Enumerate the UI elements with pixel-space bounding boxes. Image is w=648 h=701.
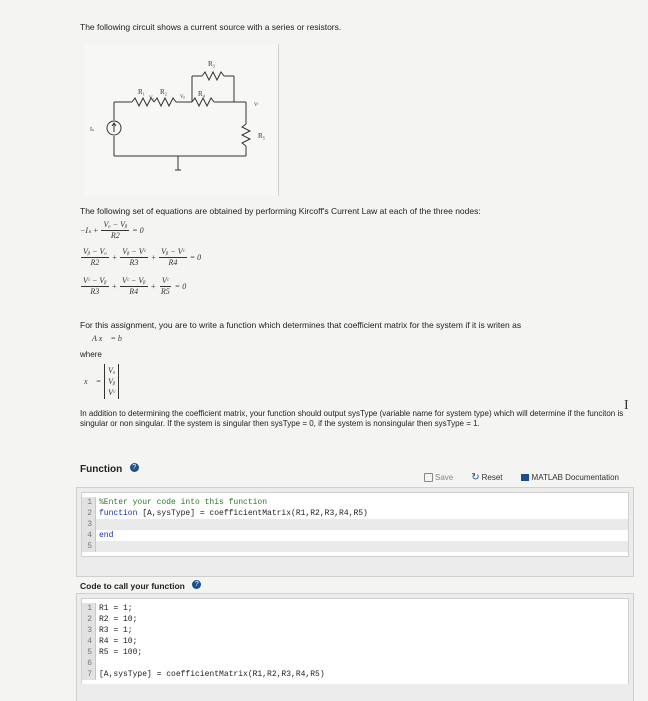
save-icon <box>424 473 433 482</box>
line-number: 1 <box>82 497 96 508</box>
vector-entry-vb: Vᵦ <box>108 377 116 386</box>
label-vb: Vᵦ <box>180 95 186 100</box>
save-button[interactable] <box>424 473 453 482</box>
line-number: 2 <box>82 614 96 625</box>
equation-2 <box>80 247 201 268</box>
plus-sign: + <box>111 253 118 262</box>
code-line[interactable] <box>82 530 628 541</box>
label-r3: R₃ <box>208 60 216 68</box>
call-editor[interactable] <box>81 598 629 684</box>
line-number: 3 <box>82 519 96 530</box>
eq2-tail: = 0 <box>189 253 202 262</box>
line-number: 5 <box>82 647 96 658</box>
eq2-f2-num: Vᵦ − Vᶜ <box>122 247 146 256</box>
eq1-numerator: Vₐ − Vᵦ <box>103 220 128 229</box>
line-number: 5 <box>82 541 96 552</box>
equation-1 <box>80 220 144 241</box>
code-text: R2 = 10; <box>99 615 138 624</box>
code-text <box>96 658 99 669</box>
call-editor-container <box>76 593 634 701</box>
label-r5: R₅ <box>258 132 266 140</box>
reset-label: Reset <box>481 473 503 482</box>
line-number: 2 <box>82 508 96 519</box>
book-icon <box>521 474 529 481</box>
code-text: [A,sysType] = coefficientMatrix(R1,R2,R3,R4,R5) <box>99 670 325 679</box>
line-number: 7 <box>82 669 96 680</box>
code-line[interactable] <box>82 625 628 636</box>
eq3-f3-den: R5 <box>160 287 170 296</box>
eq2-fraction-1 <box>81 247 109 268</box>
label-r2: R₂ <box>160 88 168 96</box>
eq3-f2-den: R4 <box>129 287 139 296</box>
code-text: R5 = 100; <box>99 648 143 657</box>
reset-button[interactable] <box>471 472 502 483</box>
line-number: 4 <box>82 636 96 647</box>
label-vc: Vᶜ <box>254 103 259 108</box>
eq3-f1-num: Vᶜ − Vᵦ <box>83 276 107 285</box>
code-text: R1 = 1; <box>99 604 133 613</box>
eq1-fraction <box>101 220 129 241</box>
eq2-f1-den: R2 <box>90 258 100 267</box>
code-text <box>96 519 99 530</box>
matrix-equation: A x⃗ = b⃗ <box>92 334 129 343</box>
eq2-f1-num: Vᵦ − Vₐ <box>83 247 107 256</box>
code-line[interactable] <box>82 647 628 658</box>
label-va: Vₐ <box>149 96 154 101</box>
text-cursor-icon: I <box>624 398 629 413</box>
eq3-f1-den: R3 <box>90 287 100 296</box>
code-text <box>96 541 99 552</box>
function-header <box>80 459 139 477</box>
eq1-tail: = 0 <box>132 226 144 235</box>
code-line[interactable] <box>82 497 628 508</box>
code-line[interactable] <box>82 658 628 669</box>
vector-entry-va: Vₐ <box>108 366 116 375</box>
label-r4: R₄ <box>198 90 206 98</box>
code-text: %Enter your code into this function <box>99 498 268 507</box>
vector-bracket <box>104 364 119 399</box>
systype-text: In addition to determining the coefficient matrix, your function should output sysType (variable name for system type) which will determine if the funciton is singular or non singular. If the system is singular then sysType = 0, if the system is nonsingular then sysType = 1. <box>80 409 624 428</box>
circuit-schematic <box>84 44 278 196</box>
matlab-documentation-link[interactable] <box>521 473 619 482</box>
line-number: 4 <box>82 530 96 541</box>
eq1-denominator: R2 <box>110 231 120 240</box>
line-number: 6 <box>82 658 96 669</box>
reset-icon: ↻ <box>471 472 480 483</box>
equation-3 <box>80 276 186 297</box>
eq1-lead: −Iₛ + <box>80 226 99 235</box>
save-label: Save <box>435 473 454 482</box>
eq3-tail: = 0 <box>174 282 187 291</box>
vector-entry-vc: Vᶜ <box>108 388 116 397</box>
code-line[interactable] <box>82 603 628 614</box>
call-code-header <box>80 576 201 594</box>
plus-sign: + <box>111 282 117 291</box>
code-line[interactable] <box>82 519 628 530</box>
eq2-f3-num: Vᵦ − Vᶜ <box>161 247 185 256</box>
x-vector <box>84 364 119 399</box>
intro-text: The following circuit shows a current source with a series or resistors. <box>80 22 342 32</box>
function-editor-container <box>76 487 634 577</box>
docs-label: MATLAB Documentation <box>531 473 619 482</box>
code-text: R4 = 10; <box>99 637 138 646</box>
line-number: 3 <box>82 625 96 636</box>
code-keyword: end <box>99 531 114 540</box>
code-line[interactable] <box>82 669 628 680</box>
code-line[interactable] <box>82 508 628 519</box>
eq2-fraction-2 <box>120 247 148 268</box>
plus-sign: + <box>150 253 157 262</box>
eq2-fraction-3 <box>159 247 187 268</box>
eq3-fraction-2 <box>120 276 148 297</box>
label-r1: R₁ <box>138 88 146 96</box>
eq3-fraction-3 <box>159 276 172 297</box>
code-line[interactable] <box>82 636 628 647</box>
function-title: Function <box>80 464 123 475</box>
eq3-f3-num: Vᶜ <box>161 276 169 285</box>
eq2-f2-den: R3 <box>129 258 139 267</box>
call-code-title: Code to call your function <box>80 581 185 591</box>
help-icon[interactable]: ? <box>130 463 139 472</box>
circuit-diagram <box>84 44 279 196</box>
label-is: Iₛ <box>90 127 95 133</box>
eq2-f3-den: R4 <box>168 258 178 267</box>
kcl-text: The following set of equations are obtained by performing Kircoff's Current Law at each of the three nodes: <box>80 206 481 216</box>
eq3-fraction-1 <box>81 276 109 297</box>
code-line[interactable] <box>82 541 628 552</box>
code-text: [A,sysType] = coefficientMatrix(R1,R2,R3,R4,R5) <box>137 509 368 518</box>
function-editor[interactable] <box>81 492 629 557</box>
plus-sign: + <box>150 282 156 291</box>
where-label: where <box>80 350 102 359</box>
code-keyword: function <box>99 509 138 518</box>
x-vector-lhs: x⃗ = <box>84 377 102 386</box>
eq3-f2-num: Vᶜ − Vᵦ <box>121 276 146 285</box>
function-toolbar <box>424 472 619 483</box>
assignment-text: For this assignment, you are to write a function which determines that coefficient matrix for the system if it is writen as <box>80 320 522 330</box>
code-text: R3 = 1; <box>99 626 133 635</box>
line-number: 1 <box>82 603 96 614</box>
code-line[interactable] <box>82 614 628 625</box>
help-icon[interactable]: ? <box>192 580 201 589</box>
